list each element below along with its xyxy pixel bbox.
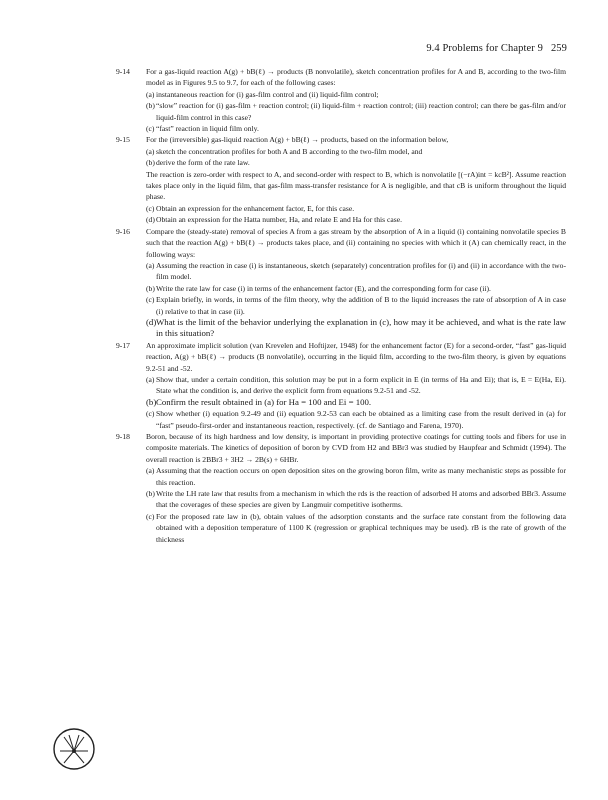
item-text: Show that, under a certain condition, this solution may be put in a form explicit in E (in terms of Ha and Ei); that is, E = E(Ha, Ei). State what the condition is, and derive the explicit form from equations 9.2-51 and -52. [156, 374, 566, 396]
problem-intro: For a gas-liquid reaction A(g) + bB(ℓ) → products (B nonvolatile), sketch concentration profiles for A and B, according to the two-film model as in Figures 9.5 to 9.7, for each of the following cases: [146, 67, 566, 88]
item-label: (d) [146, 316, 157, 327]
item-text: “slow” reaction for (i) gas-film + reaction control; (ii) liquid-film + reaction control; (iii) reaction control; can there be gas-film and/or liquid-film control in this case? [156, 101, 566, 122]
problem-intro: For the (irreversible) gas-liquid reaction A(g) + bB(ℓ) → products, based on the information below, [146, 135, 449, 145]
item-text: Assuming the reaction in case (i) is instantaneous, sketch (separately) concentration profiles for (i) and (ii) in accordance with the two-film model. [156, 260, 566, 282]
problem-item [146, 511, 566, 545]
section-title: 9.4 Problems for Chapter 9 [426, 43, 543, 54]
problem-item [146, 488, 566, 511]
problem-number: 9-16 [116, 226, 130, 236]
item-text: Explain briefly, in words, in terms of the film theory, why the addition of B to the liquid increases the rate of absorption of A in case (i) relative to that in case (ii). [156, 295, 566, 316]
item-label: (a) [146, 374, 155, 384]
problem-item [146, 89, 566, 100]
problem-9-17 [116, 340, 566, 431]
item-label: (c) [146, 511, 155, 521]
problem-item [146, 157, 566, 168]
item-text: Obtain an expression for the enhancement factor, E, for this case. [156, 203, 355, 213]
item-label: (b) [146, 158, 155, 168]
problem-number: 9-14 [116, 67, 130, 76]
problem-info: The reaction is zero-order with respect to A, and second-order with respect to B, which is nonvolatile [(−rA)int = kcB²]. Assume reaction takes place only in the liquid film, that gas-film mass-transfer resistance for A is negligible, and that cB is uniform throughout the liquid phase. [146, 169, 566, 202]
item-text: For the proposed rate law in (b), obtain values of the adsorption constants and the surface rate constant from the following data obtained with a deposition temperature of 1100 K (regression or graphical techniques may be used). rB is the rate of growth of the thickness [156, 511, 566, 544]
problem-intro: Compare the (steady-state) removal of species A from a gas stream by the absorption of A in a liquid (i) containing nonvolatile species B such that the reaction A(g) + bB(ℓ) → products takes place, and (ii) containing no species with which it (A) can chemically react, in the following ways: [146, 226, 566, 259]
problem-intro: An approximate implicit solution (van Krevelen and Hoftijzer, 1948) for the enhancement factor (E) for a second-order, “fast” gas-liquid reaction, A(g) + bB(ℓ) → products (B nonvolatile), occurring in the liquid film, according to the two-film theory, is given by equations 9.2-51 and -52. [146, 340, 566, 373]
item-text: What is the limit of the behavior underlying the explanation in (c), how may it be achieved, and what is the rate law in this situation? [156, 316, 566, 339]
problems-body [116, 66, 566, 545]
problem-item [146, 123, 566, 134]
problem-9-16 [116, 226, 566, 340]
problem-intro: Boron, because of its high hardness and low density, is important in providing protective coatings for cutting tools and fibers for use in composite materials. The kinetics of deposition of boron by CVD from H2 and BBr3 was studied by Haupfear and Schmidt (1994). The overall reaction is 2BBr3 + 3H2 → 2B(s) + 6HBr. [146, 432, 566, 464]
item-label: (c) [146, 203, 155, 213]
problem-number: 9-17 [116, 340, 130, 350]
problem-item [146, 465, 566, 488]
item-label: (d) [146, 215, 155, 225]
problem-9-18 [116, 431, 566, 545]
problem-item [146, 408, 566, 431]
item-label: (a) [146, 89, 155, 99]
problem-item [146, 214, 566, 225]
problem-item [146, 294, 566, 317]
item-text: Write the rate law for case (i) in terms of the enhancement factor (E), and the corresponding form for case (ii). [156, 283, 491, 293]
problem-item [146, 317, 566, 340]
problem-item [146, 203, 566, 214]
problem-number: 9-18 [116, 432, 130, 441]
item-text: Confirm the result obtained in (a) for Ha = 100 and Ei = 100. [156, 396, 372, 407]
problem-9-14 [116, 66, 566, 134]
problem-item [146, 397, 566, 408]
item-label: (c) [146, 124, 155, 134]
item-label: (b) [146, 283, 155, 293]
item-label: (a) [146, 466, 155, 476]
running-header [426, 43, 567, 54]
item-text: Write the LH rate law that results from a mechanism in which the rds is the reaction of adsorbed H atoms and adsorbed BBr3. Assume that the coverages of these species are given by Langmuir competitive isotherms. [156, 489, 566, 510]
item-label: (b) [146, 101, 155, 111]
item-text: instantaneous reaction for (i) gas-film control and (ii) liquid-film control; [156, 89, 379, 99]
problem-item [146, 283, 566, 294]
item-label: (a) [146, 260, 155, 270]
problem-item [146, 374, 566, 397]
item-text: derive the form of the rate law. [156, 158, 250, 168]
item-label: (c) [146, 409, 155, 419]
problem-9-15 [116, 134, 566, 225]
item-label: (b) [146, 489, 155, 499]
item-label: (a) [146, 146, 155, 156]
item-text: “fast” reaction in liquid film only. [156, 124, 259, 134]
item-text: sketch the concentration profiles for both A and B according to the two-film model, and [156, 146, 423, 156]
publisher-emblem-icon [52, 727, 96, 771]
item-text: Obtain an expression for the Hatta number, Ha, and relate E and Ha for this case. [156, 215, 402, 225]
page-number: 259 [550, 43, 567, 54]
item-text: Assuming that the reaction occurs on open deposition sites on the growing boron film, write as many mechanistic steps as possible for this reaction. [156, 466, 566, 487]
problem-item [146, 146, 566, 157]
problem-number: 9-15 [116, 135, 130, 145]
problem-item [146, 260, 566, 283]
item-text: Show whether (i) equation 9.2-49 and (ii) equation 9.2-53 can each be obtained as a limiting case from the result derived in (a) for “fast” pseudo-first-order and instantaneous reaction, respectively. (cf. de Santiago and Farena, 1970). [156, 409, 566, 430]
problem-item [146, 100, 566, 123]
item-label: (c) [146, 295, 155, 305]
item-label: (b) [146, 396, 157, 407]
